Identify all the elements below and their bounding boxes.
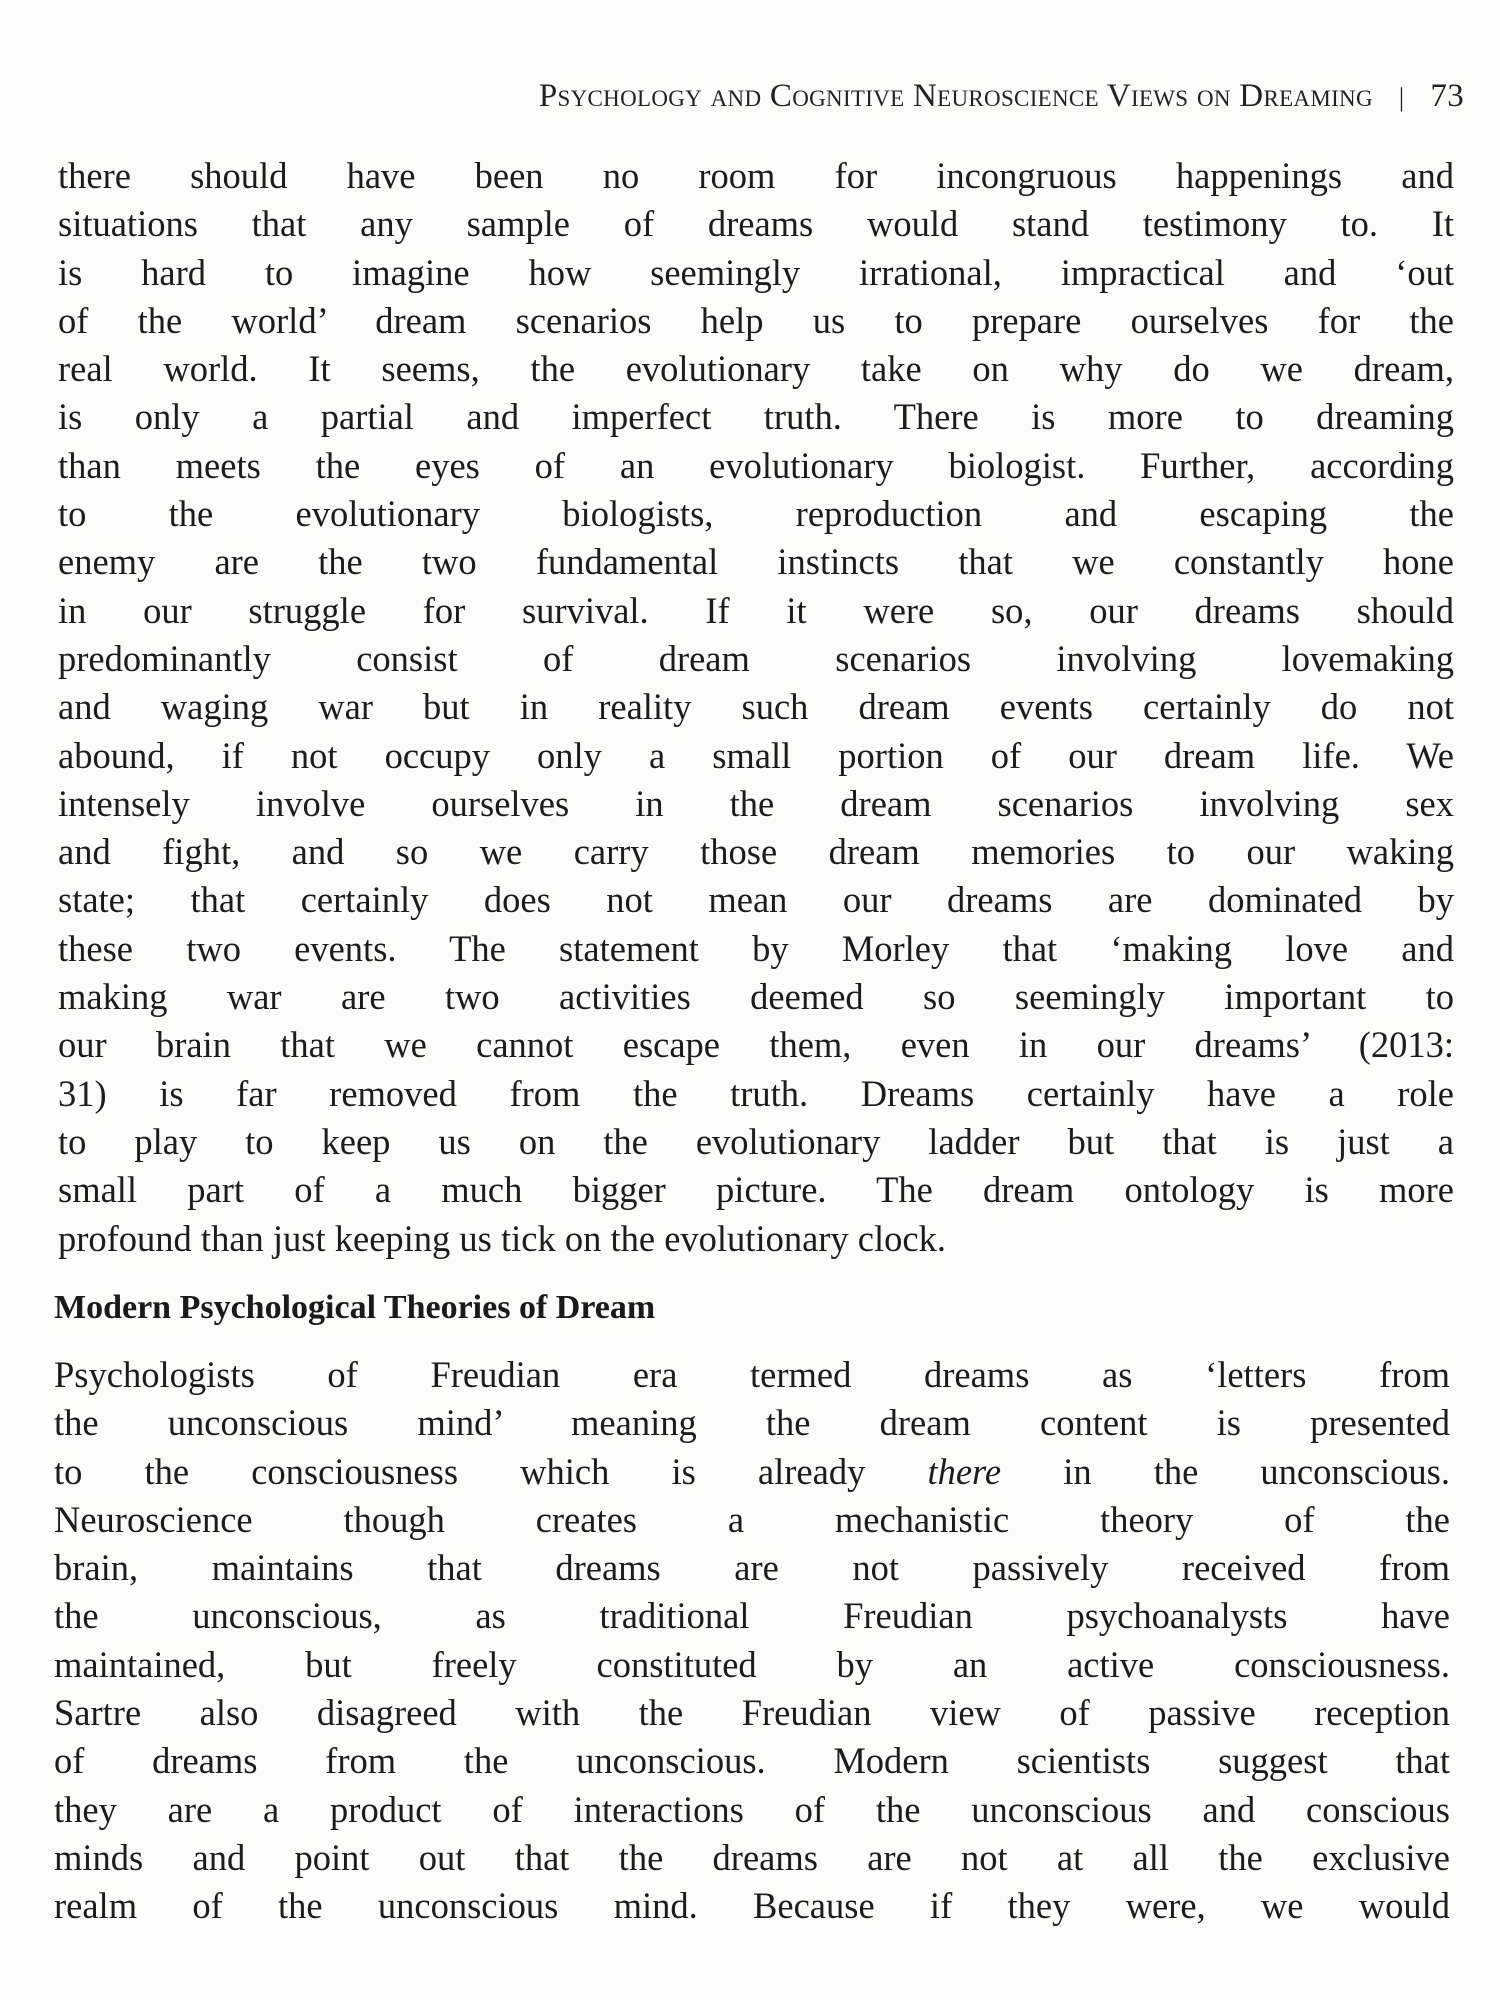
text-line: realm of the unconscious mind. Because if they were, we would xyxy=(54,1885,1450,1927)
text-line: Psychologists of Freudian era termed dreams as ‘letters from xyxy=(54,1354,1450,1395)
paragraph-evolutionary-critique xyxy=(58,152,1454,1263)
text-line xyxy=(54,1448,1450,1496)
text-line: of dreams from the unconscious. Modern scientists suggest that xyxy=(54,1740,1450,1782)
text-line: and waging war but in reality such dream events certainly do not xyxy=(58,686,1454,728)
text-line: minds and point out that the dreams are not at all the exclusive xyxy=(54,1836,1450,1878)
text-line: is hard to imagine how seemingly irrational, impractical and ‘out xyxy=(58,251,1454,293)
text-line: maintained, but freely constituted by an active consciousness. xyxy=(54,1643,1450,1685)
paragraph-modern-theories xyxy=(54,1351,1450,1931)
italic-emphasis: there xyxy=(927,1450,1002,1492)
text-line: in our struggle for survival. If it were so, our dreams should xyxy=(58,589,1454,631)
text-line: abound, if not occupy only a small portion of our dream life. We xyxy=(58,734,1454,776)
text-line: state; that certainly does not mean our dreams are dominated by xyxy=(58,879,1454,921)
text-line: these two events. The statement by Morley that ‘making love and xyxy=(58,927,1454,969)
text-line: the unconscious mind’ meaning the dream content is presented xyxy=(54,1402,1450,1444)
text-line: they are a product of interactions of the unconscious and conscious xyxy=(54,1788,1450,1830)
text-line: the unconscious, as traditional Freudian psychoanalysts have xyxy=(54,1595,1450,1637)
text-line: of the world’ dream scenarios help us to prepare ourselves for the xyxy=(58,299,1454,341)
text-line: profound than just keeping us tick on the evolutionary clock. xyxy=(58,1217,946,1259)
text-line: situations that any sample of dreams would stand testimony to. It xyxy=(58,203,1454,245)
text-line: to play to keep us on the evolutionary ladder but that is just a xyxy=(58,1120,1454,1162)
text-line: intensely involve ourselves in the dream scenarios involving sex xyxy=(58,782,1454,824)
text-run: in the unconscious. xyxy=(1001,1450,1451,1492)
text-line: than meets the eyes of an evolutionary biologist. Further, according xyxy=(58,444,1454,486)
text-line: small part of a much bigger picture. The dream ontology is more xyxy=(58,1169,1454,1211)
text-line: is only a partial and imperfect truth. There is more to dreaming xyxy=(58,396,1454,438)
running-head-separator: | xyxy=(1398,83,1405,112)
text-line: and fight, and so we carry those dream memories to our waking xyxy=(58,831,1454,873)
text-line: to the evolutionary biologists, reproduction and escaping the xyxy=(58,493,1454,535)
text-run: to the consciousness which is already xyxy=(54,1450,928,1492)
text-line: predominantly consist of dream scenarios involving lovemaking xyxy=(58,637,1454,679)
text-line: 31) is far removed from the truth. Dreams certainly have a role xyxy=(58,1072,1454,1114)
text-line: making war are two activities deemed so seemingly important to xyxy=(58,976,1454,1018)
text-line: enemy are the two fundamental instincts that we constantly hone xyxy=(58,541,1454,583)
text-line: brain, maintains that dreams are not passively received from xyxy=(54,1547,1450,1589)
text-line: our brain that we cannot escape them, even in our dreams’ (2013: xyxy=(58,1024,1454,1066)
text-line: Sartre also disagreed with the Freudian view of passive reception xyxy=(54,1692,1450,1734)
text-line: Neuroscience though creates a mechanistic theory of the xyxy=(54,1498,1450,1540)
page-number: 73 xyxy=(1430,78,1464,114)
running-head-title: Psychology and Cognitive Neuroscience Views on Dreaming xyxy=(538,78,1373,114)
section-heading: Modern Psychological Theories of Dream xyxy=(54,1289,656,1326)
text-line: real world. It seems, the evolutionary take on why do we dream, xyxy=(58,348,1454,390)
running-head xyxy=(78,78,1464,115)
text-line: there should have been no room for incongruous happenings and xyxy=(58,155,1454,196)
